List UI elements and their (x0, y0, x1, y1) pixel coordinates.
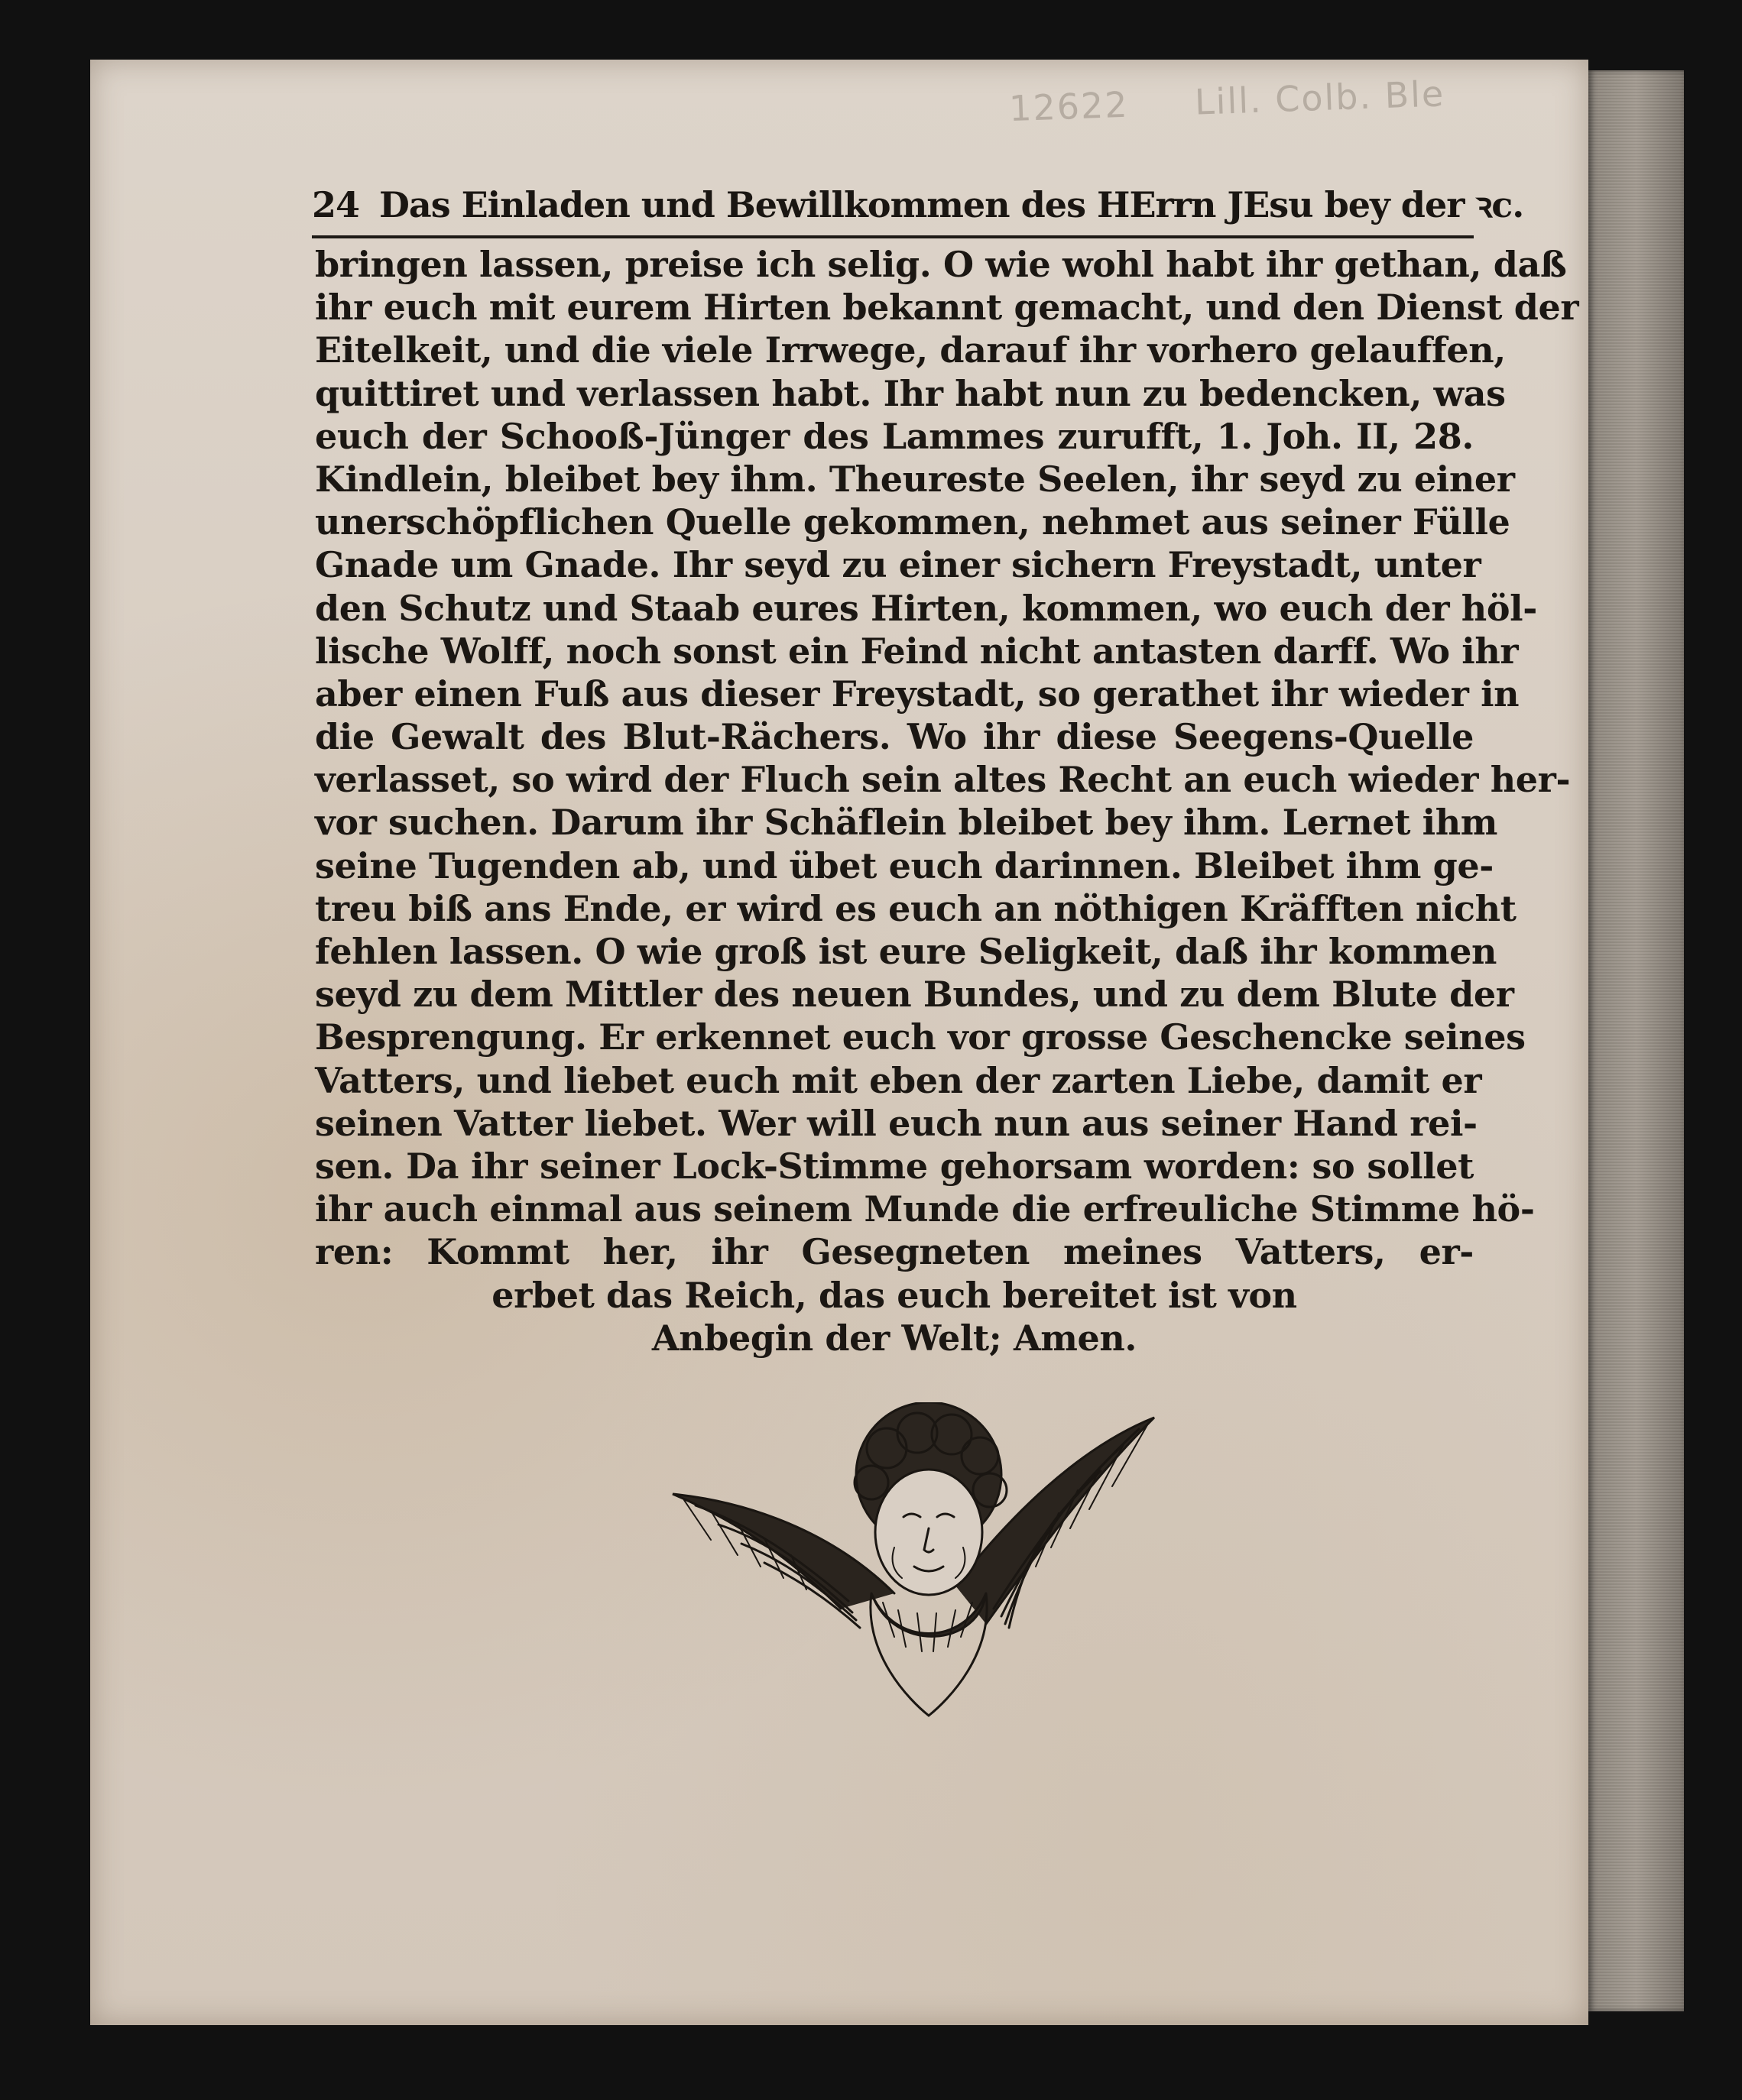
text-line: seinen Vatter liebet. Wer will euch nun aus seiner Hand rei- (315, 1102, 1478, 1144)
text-line: Vatters, und liebet euch mit eben der zarten Liebe, damit er (315, 1059, 1482, 1101)
text-line: ihr auch einmal aus seinem Munde die erfreuliche Stimme hö- (315, 1188, 1535, 1230)
text-line: euch der Schooß-Jünger des Lammes zurufft, 1. Joh. II, 28. (315, 415, 1474, 457)
text-line: sen. Da ihr seiner Lock-Stimme gehorsam worden: so sollet (315, 1145, 1474, 1187)
text-line: Gnade um Gnade. Ihr seyd zu einer sichern Freystadt, unter (315, 544, 1481, 586)
text-line: Besprengung. Er erkennet euch vor grosse Geschencke seines (315, 1016, 1526, 1058)
book-spine-cloth (1588, 70, 1684, 2011)
running-head-rule (312, 235, 1474, 238)
text-line: vor suchen. Darum ihr Schäflein bleibet bey ihm. Lernet ihm (315, 802, 1498, 844)
text-line: ihr euch mit eurem Hirten bekannt gemacht, und den Dienst der (315, 287, 1579, 329)
body-text (315, 243, 1579, 1359)
text-line: seyd zu dem Mittler des neuen Bundes, und zu dem Blute der (315, 974, 1514, 1016)
text-line: treu biß ans Ende, er wird es euch an nöthigen Kräfften nicht (315, 887, 1517, 929)
running-head (312, 182, 1524, 228)
page-number: 24 (312, 184, 360, 225)
text-line: verlasset, so wird der Fluch sein altes Recht an euch wieder her- (315, 759, 1571, 801)
text-line: ren: Kommt her, ihr Gesegneten meines Vatters, er- (315, 1231, 1474, 1273)
text-line: bringen lassen, preise ich selig. O wie wohl habt ihr gethan, daß (315, 244, 1567, 285)
text-line: Kindlein, bleibet bey ihm. Theureste Seelen, ihr seyd zu einer (315, 458, 1515, 500)
closing-line: Anbegin der Welt; Amen. (651, 1317, 1137, 1359)
text-line: lische Wolff, noch sonst ein Feind nicht antasten darff. Wo ihr (315, 630, 1519, 672)
text-line: quittiret und verlassen habt. Ihr habt nun zu bedencken, was (315, 372, 1506, 414)
pencil-shelf-note: Lill. Colb. Ble (1194, 73, 1446, 123)
text-line: Eitelkeit, und die viele Irrwege, darauf ihr vorhero gelauffen, (315, 329, 1506, 371)
text-line: unerschöpflichen Quelle gekommen, nehmet aus seiner Fülle (315, 501, 1510, 543)
running-head-title: Das Einladen und Bewillkommen des HErrn JEsu bey der ꝛc. (379, 184, 1524, 225)
text-line: fehlen lassen. O wie groß ist eure Seligkeit, daß ihr kommen (315, 931, 1497, 972)
text-line: die Gewalt des Blut-Rächers. Wo ihr diese Seegens-Quelle (315, 716, 1474, 758)
text-line: aber einen Fuß aus dieser Freystadt, so gerathet ihr wieder in (315, 672, 1520, 715)
show-through-text (1192, 1345, 1513, 1697)
closing-line: erbet das Reich, das euch bereitet ist von (491, 1274, 1297, 1316)
pencil-catalog-number: 12622 (1008, 83, 1130, 130)
text-line: den Schutz und Staab eures Hirten, kommen, wo euch der höl- (315, 587, 1537, 629)
text-line: seine Tugenden ab, und übet euch darinnen. Bleibet ihm ge- (315, 844, 1494, 886)
winged-cherub-ornament-icon (665, 1402, 1169, 1723)
